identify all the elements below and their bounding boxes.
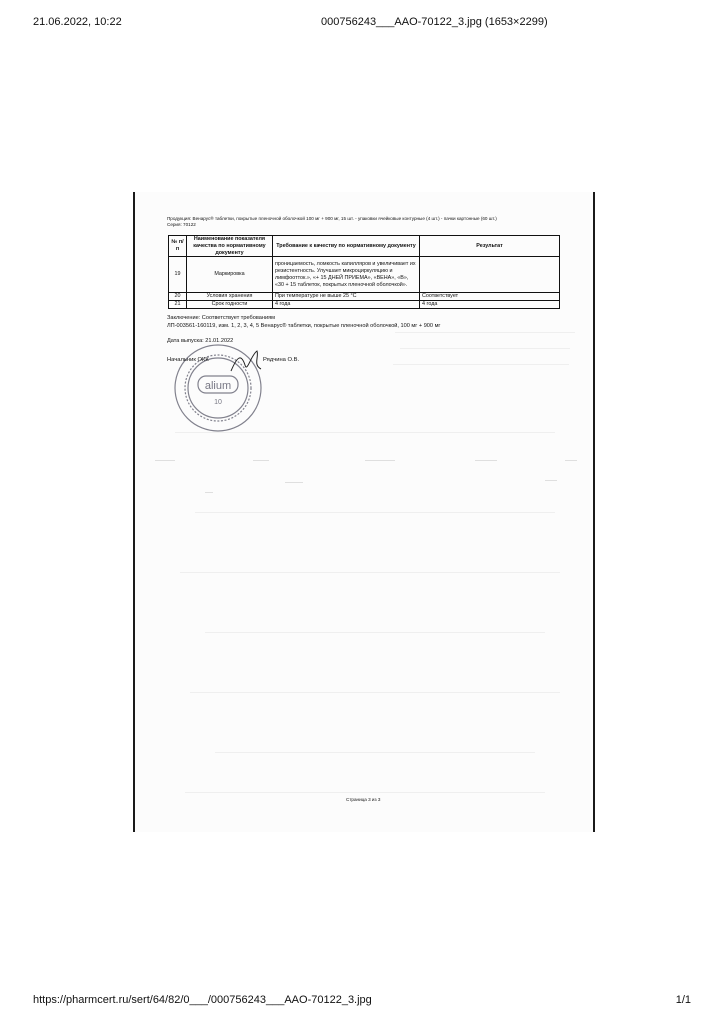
browser-print-footer bbox=[33, 994, 691, 1008]
header-requirement: Требование к качеству по нормативному документу bbox=[273, 236, 420, 257]
signer-name: Рядчина О.В. bbox=[263, 357, 300, 363]
row-requirement: При температуре не выше 25 °С bbox=[273, 293, 420, 301]
header-num: № п/п bbox=[169, 236, 187, 257]
header-result: Результат bbox=[420, 236, 560, 257]
conclusion-line-2: ЛП-003561-160119, изм. 1, 2, 3, 4, 5 Венарус® таблетки, покрытые пленочной оболочкой, 100 мг + 900 мг bbox=[167, 323, 441, 329]
header-name: Наименование показателя качества по нормативному документу bbox=[187, 236, 273, 257]
print-page-count: 1/1 bbox=[675, 994, 691, 1006]
row-num: 19 bbox=[169, 257, 187, 293]
print-datetime: 21.06.2022, 10:22 bbox=[33, 16, 122, 28]
print-page-title: 000756243___AAO-70122_3.jpg (1653×2299) bbox=[321, 16, 548, 28]
row-num: 21 bbox=[169, 301, 187, 309]
signers bbox=[167, 357, 467, 367]
table-row bbox=[169, 257, 560, 293]
row-name: Маркировка bbox=[187, 257, 273, 293]
row-requirement: проницаемость, ломкость капилляров и увеличивает их резистентность. Улучшает микроциркуляцию и лимфоотток.», «+ 15 ДНЕЙ ПРИЕМА», «ВЕНА», «В», «30 + 15 таблеток, покрытых пленочной оболочкой». bbox=[273, 257, 420, 293]
issue-date: Дата выпуска: 21.01.2022 bbox=[167, 338, 234, 344]
row-result: 4 года bbox=[420, 301, 560, 309]
conclusion-line-1: Заключение: Соответствует требованиям bbox=[167, 315, 275, 321]
row-result bbox=[420, 257, 560, 293]
row-name: Срок годности bbox=[187, 301, 273, 309]
stamp-number: 10 bbox=[214, 399, 222, 406]
stamp-logo-text: alium bbox=[204, 380, 232, 392]
row-requirement: 4 года bbox=[273, 301, 420, 309]
table-header-row bbox=[169, 236, 560, 257]
page-number: Страница 3 из 3 bbox=[346, 797, 381, 802]
scanned-certificate-page bbox=[133, 192, 595, 832]
row-result: Соответствует bbox=[420, 293, 560, 301]
series-line: Серия: 70122 bbox=[167, 222, 196, 227]
table-row bbox=[169, 301, 560, 309]
browser-print-header bbox=[33, 16, 691, 30]
table-row bbox=[169, 293, 560, 301]
requirements-table bbox=[168, 235, 560, 309]
row-name: Условия хранения bbox=[187, 293, 273, 301]
signer-position: Начальник ОКК bbox=[167, 357, 209, 363]
print-url: https://pharmcert.ru/sert/64/82/0___/000756243___AAO-70122_3.jpg bbox=[33, 994, 372, 1006]
product-line: Продукция: Венарус® таблетки, покрытые пленочной оболочкой 100 мг + 900 мг, 15 шт. - упаковки ячейковые контурные (4 шт.) - пачки картонные (60 шт.) bbox=[167, 216, 497, 221]
row-num: 20 bbox=[169, 293, 187, 301]
conclusion bbox=[167, 314, 440, 330]
